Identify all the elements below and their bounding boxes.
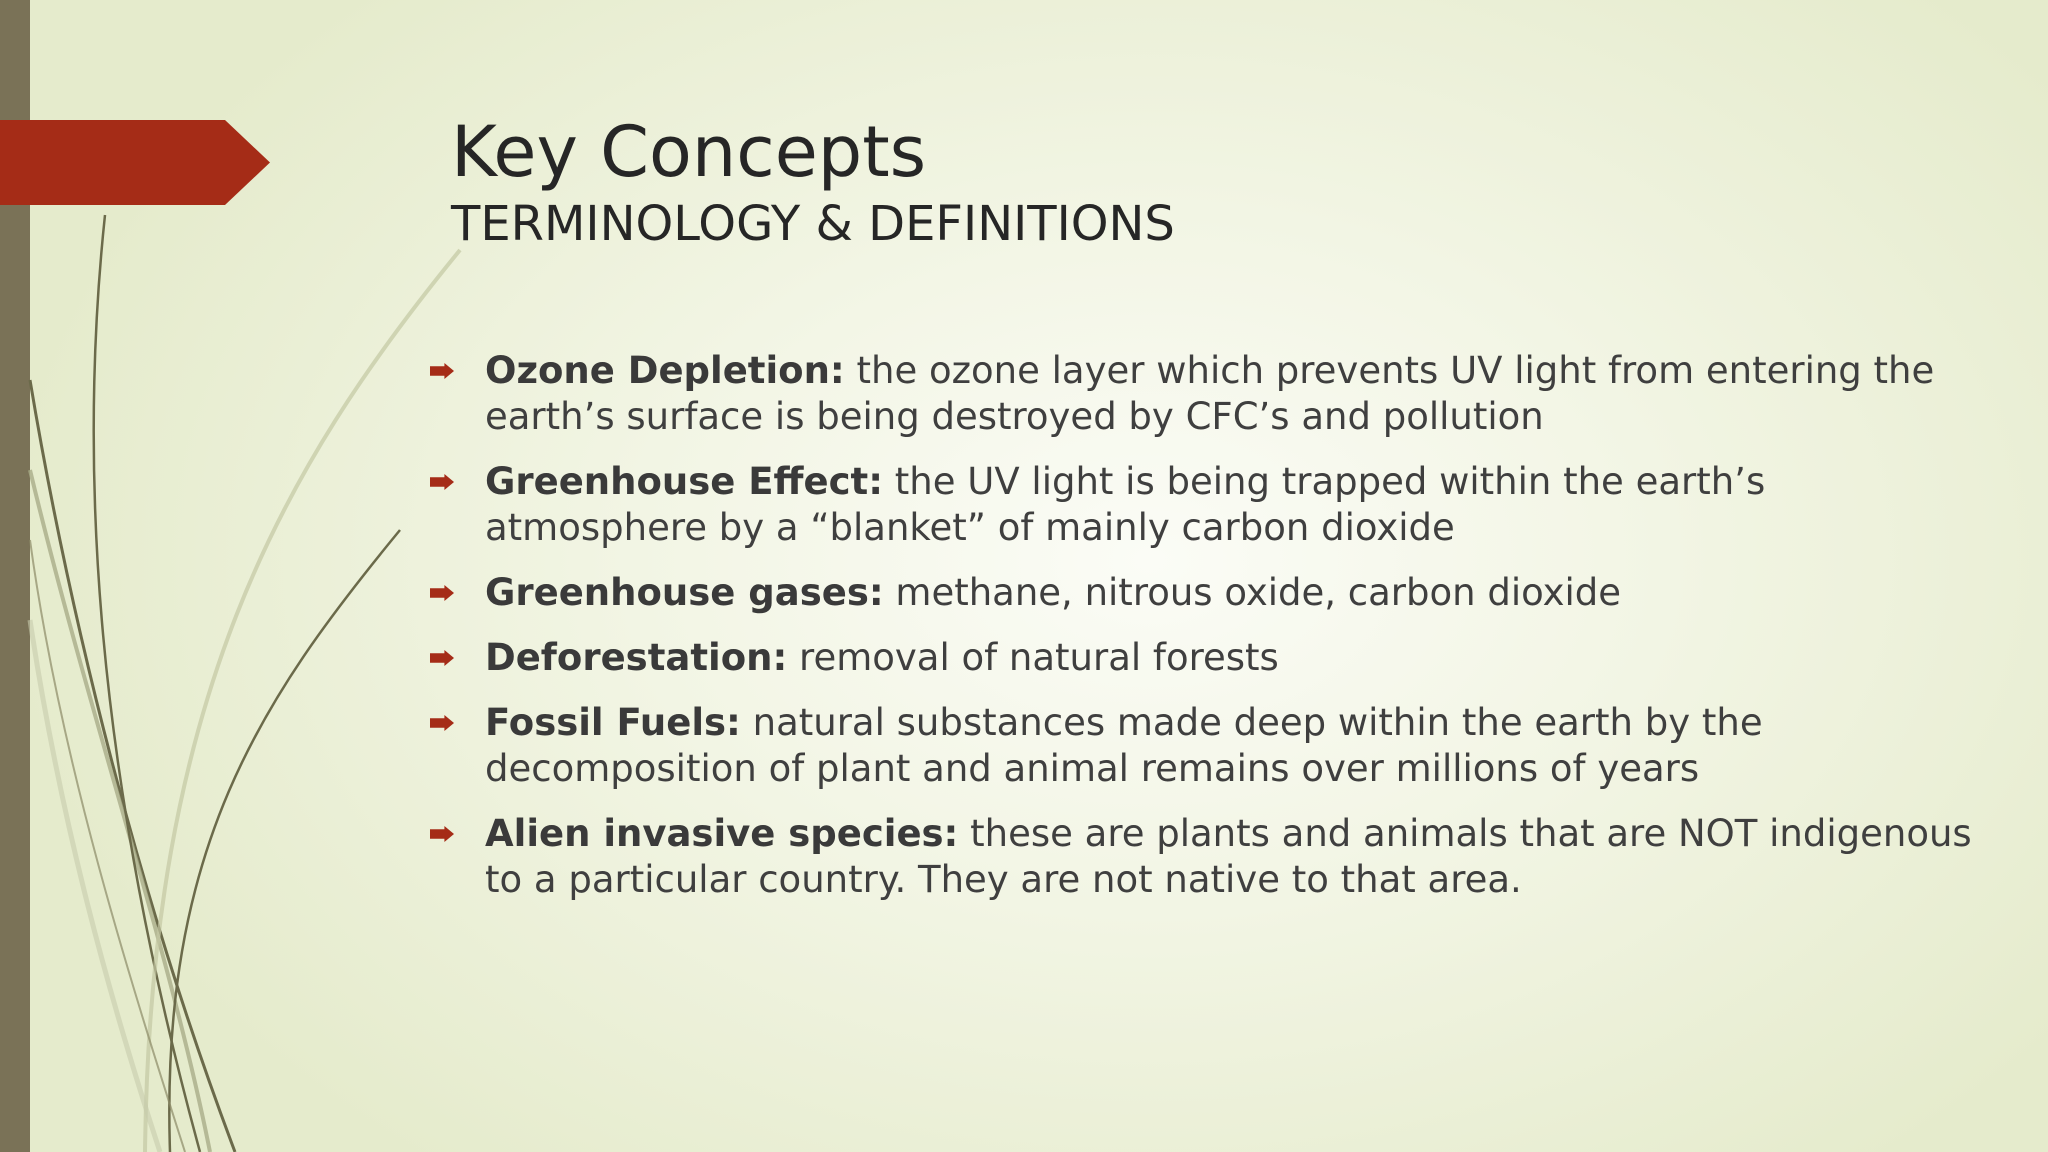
definition: the UV light is being trapped within the earth’s atmosphere by a “blanket” of mainly carbon dioxide: [485, 460, 1766, 549]
arrow-right-icon: [430, 585, 454, 601]
slide-subtitle: TERMINOLOGY & DEFINITIONS: [451, 196, 1175, 252]
definition: removal of natural forests: [787, 636, 1279, 679]
arrow-right-icon: [430, 650, 454, 666]
definition: methane, nitrous oxide, carbon dioxide: [883, 571, 1622, 614]
definition: these are plants and animals that are NOT indigenous to a particular country. They are not native to that area.: [485, 812, 1972, 901]
definition: the ozone layer which prevents UV light from entering the earth’s surface is being destroyed by CFC’s and pollution: [485, 349, 1935, 438]
slide-title: Key Concepts: [451, 111, 927, 193]
list-item: [430, 459, 1990, 551]
list-item: [430, 635, 1990, 681]
term: Alien invasive species:: [485, 812, 959, 855]
term: Fossil Fuels:: [485, 701, 741, 744]
arrow-right-icon: [430, 363, 454, 379]
list-item: [430, 348, 1990, 440]
term: Greenhouse gases:: [485, 571, 884, 614]
title-accent-tab: [0, 120, 270, 205]
term: Deforestation:: [485, 636, 788, 679]
arrow-right-icon: [430, 826, 454, 842]
arrow-right-icon: [430, 715, 454, 731]
term: Greenhouse Effect:: [485, 460, 884, 503]
arrow-right-icon: [430, 474, 454, 490]
list-item: [430, 700, 1990, 792]
definition: natural substances made deep within the earth by the decomposition of plant and animal remains over millions of years: [485, 701, 1763, 790]
term: Ozone Depletion:: [485, 349, 845, 392]
list-item: [430, 570, 1990, 616]
bullet-list: [430, 348, 1990, 922]
list-item: [430, 811, 1990, 903]
